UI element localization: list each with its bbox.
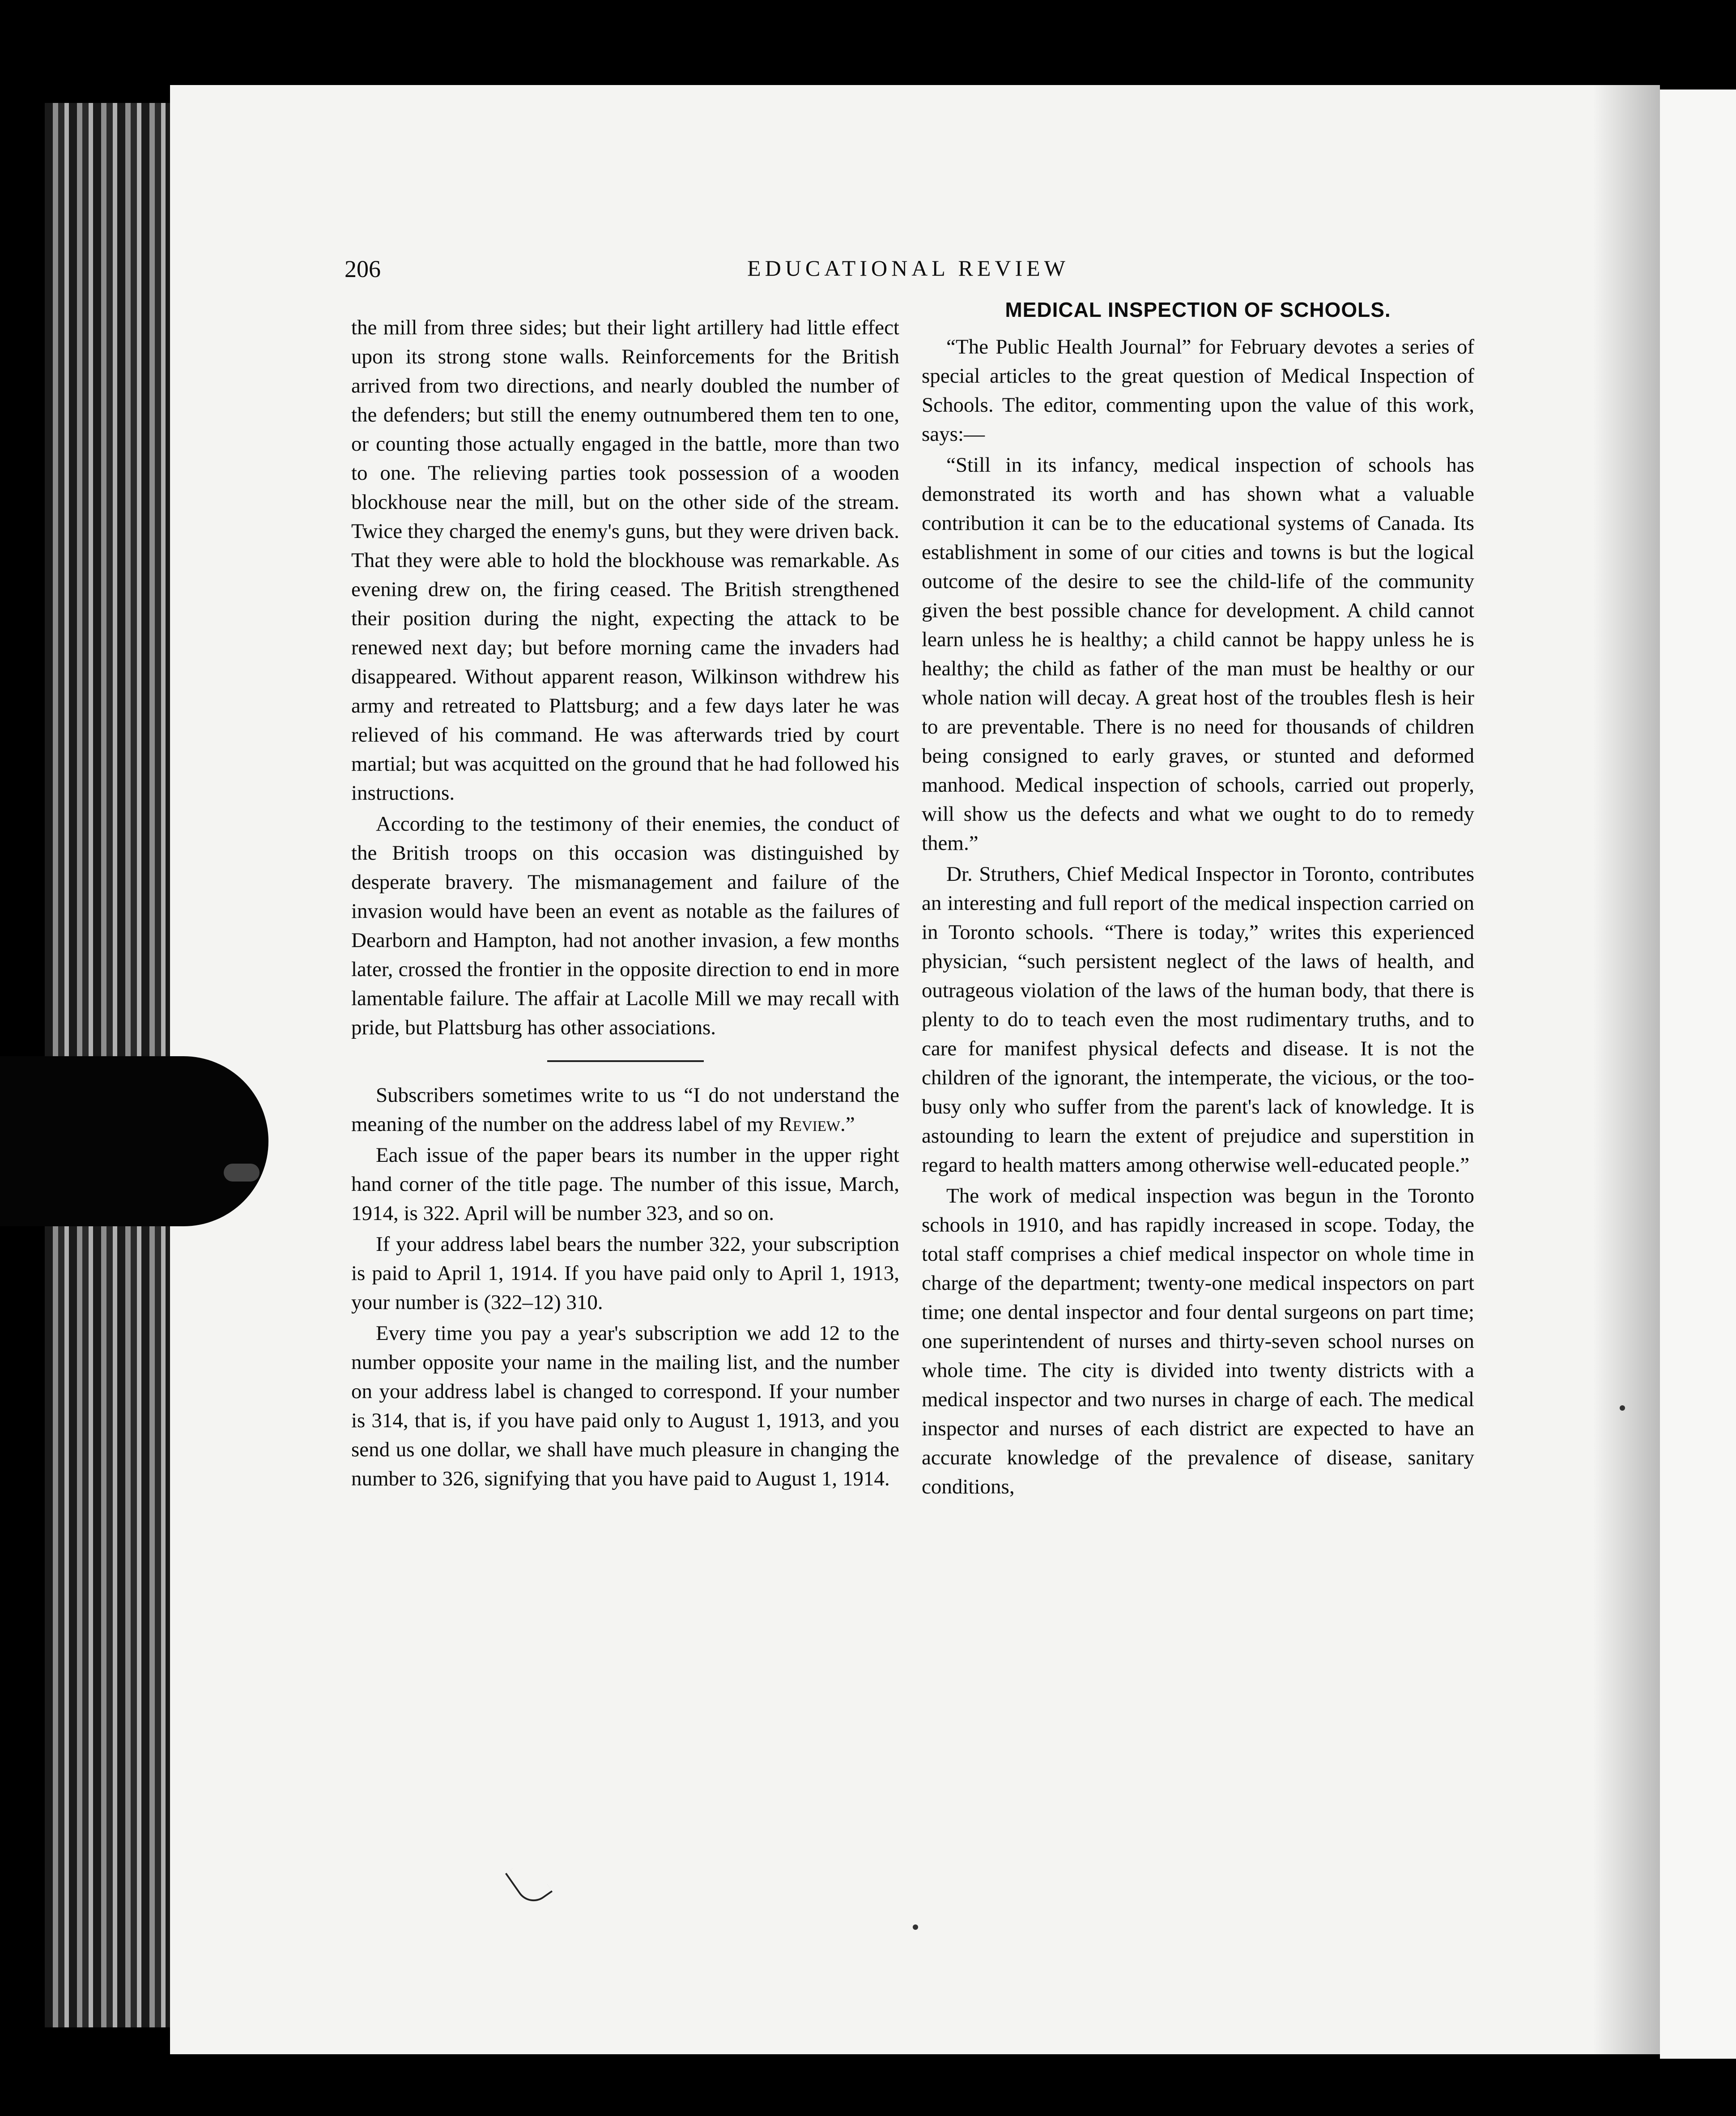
notice-paragraph: Every time you pay a year's subscription we add 12 to the number opposite your name in the mailing list, and the number on your address label is changed to correspond. If your number is 314, that is, if you have paid only to August 1, 1913, and you send us one dollar, we shall have much pleasure in changing the number to 326, signifying that you have paid to August 1, 1914. — [351, 1322, 899, 1490]
notice-intro-text: Subscribers sometimes write to us “I do not understand the meaning of the number on the address label of my — [351, 1084, 899, 1136]
gutter-shadow — [1593, 85, 1660, 2054]
article-paragraph: the mill from three sides; but their light artillery had little effect upon its strong stone walls. Reinforcements for the British arrived from two directions, and nearly doubled the number of the defenders; but still the enemy outnumbered them ten to one, or counting those actually engaged in the battle, more than two to one. The relieving parties took possession of a wooden blockhouse near the mill, but on the other side of the stream. Twice they charged the enemy's guns, but they were driven back. That they were able to hold the blockhouse was remarkable. As evening drew on, the firing ceased. The British strengthened their position during the night, expecting the attack to be renewed next day; but before morning came the invaders had disappeared. Without apparent reason, Wilkinson withdrew his army and retreated to Plattsburg; and a few days later he was relieved of his command. He was afterwards tried by court martial; but was acquitted on the ground that he had followed his instructions. — [351, 316, 899, 805]
thumb-shadow — [0, 1056, 268, 1226]
ink-dot — [913, 1924, 918, 1930]
page-number: 206 — [345, 256, 381, 282]
ink-dot — [1620, 1405, 1625, 1411]
article-paragraph: Dr. Struthers, Chief Medical Inspector in Toronto, contributes an interesting and full report of the medical inspection carried on in Toronto schools. “There is today,” writes this experienced physician, “such persistent neglect of the laws of health, and outrageous violation of the laws of the human body, that there is plenty to do to teach even the most rudimentary truths, and to care for manifest physical defects and disease. It is not the children of the ignorant, the intemperate, the vicious, or the too-busy only who suffer from the parent's lack of knowledge. It is astounding to learn the extent of prejudice and superstition in regard to health matters among otherwise well-educated people.” — [922, 862, 1474, 1177]
right-column — [922, 295, 1474, 1503]
journal-title: EDUCATIONAL REVIEW — [747, 256, 1069, 281]
notice-paragraph: If your address label bears the number 322, your subscription is paid to April 1, 1914. If you have paid only to April 1, 1913, your number is (322–12) 310. — [351, 1233, 899, 1314]
thumb-highlight — [224, 1164, 260, 1182]
article-heading: MEDICAL INSPECTION OF SCHOOLS. — [1005, 298, 1391, 321]
article-paragraph: The work of medical inspection was begun in the Toronto schools in 1910, and has rapidly increased in scope. Today, the total staff comprises a chief medical inspector on whole time in charge of the department; twenty-one medical inspectors on part time; one dental inspector and four dental surgeons on part time; one superintendent of nurses and thirty-seven school nurses on whole time. The city is divided into twenty districts with a medical inspector and two nurses in charge of each. The medical inspector and nurses of each district are expected to have an accurate knowledge of the prevalence of disease, sanitary conditions, — [922, 1184, 1474, 1498]
section-divider — [547, 1060, 704, 1062]
quoted-paragraph: “Still in its infancy, medical inspection of schools has demonstrated its worth and has shown what a valuable contribution it can be to the educational systems of Canada. Its establishment in some of our cities and towns is but the logical outcome of the desire to see the child-life of the community given the best possible chance for development. A child cannot learn unless he is healthy; a child cannot be happy unless he is healthy; the child as father of the man must be healthy or our whole nation will decay. A great host of the troubles flesh is heir to are preventable. There is no need for thousands of children being consigned to early graves, or stunted and deformed manhood. Medical inspection of schools, carried out properly, will show us the defects and what we ought to do to remedy them.” — [922, 453, 1474, 855]
article-paragraph: “The Public Health Journal” for February devotes a series of special articles to the great question of Medical Inspection of Schools. The editor, commenting upon the value of this work, says:— — [922, 335, 1474, 446]
article-paragraph: According to the testimony of their enemies, the conduct of the British troops on this occasion was distinguished by desperate bravery. The mismanagement and failure of the invasion would have been an event as notable as the failures of Dearborn and Hampton, had not another invasion, a few months later, crossed the frontier in the opposite direction to end in more lamentable failure. The affair at Lacolle Mill we may recall with pride, but Plattsburg has other associations. — [351, 812, 899, 1039]
notice-intro-end: .” — [840, 1113, 855, 1136]
running-header — [345, 255, 1472, 291]
left-column — [351, 313, 899, 1495]
facing-page-edge — [1660, 90, 1736, 2059]
subscriber-notice-intro — [351, 1081, 899, 1139]
review-small-caps: Review — [779, 1113, 841, 1136]
notice-paragraph: Each issue of the paper bears its number in the upper right hand corner of the title page. The number of this issue, March, 1914, is 322. April will be number 323, and so on. — [351, 1143, 899, 1225]
